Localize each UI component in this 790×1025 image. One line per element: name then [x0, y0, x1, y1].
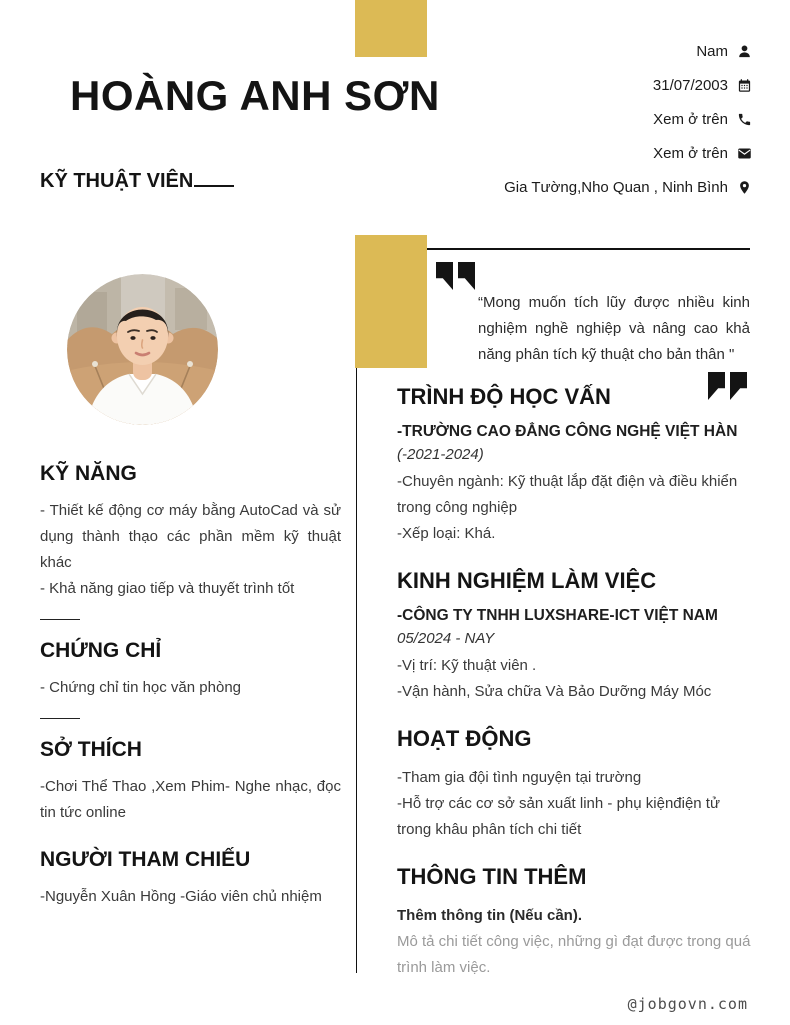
section-title-certificates: CHỨNG CHỈ — [40, 639, 162, 662]
additional-info-placeholder: Mô tả chi tiết công việc, những gì đạt được trong quá trình làm việc. — [397, 933, 751, 976]
objective-quote: “Mong muốn tích lũy được nhiều kinh nghiệm nghề nghiệp và nâng cao khả năng phân tích kỹ thuật cho bản thân " — [478, 294, 750, 363]
contact-address — [504, 176, 752, 199]
contact-phone-label: Xem ở trên — [653, 111, 728, 128]
phone-icon — [737, 112, 752, 127]
section-title-additional-info: THÔNG TIN THÊM — [397, 864, 587, 889]
contact-gender-label: Nam — [696, 43, 728, 60]
skills-line: - Thiết kế động cơ máy bằng AutoCad và sử dụng thành thạo các phần mềm kỹ thuật khác — [40, 502, 341, 571]
open-quote-mark — [458, 262, 475, 290]
contact-birthdate — [653, 74, 752, 97]
right-column — [397, 384, 752, 1002]
contact-info — [504, 40, 752, 199]
experience-line: -Vận hành, Sửa chữa Và Bảo Dưỡng Máy Móc — [397, 683, 712, 700]
column-divider-line — [356, 368, 357, 973]
education-line: -Chuyên ngành: Kỹ thuật lắp đặt điện và điều khiển trong công nghiệp — [397, 473, 738, 516]
job-title-text: KỸ THUẬT VIÊN — [40, 170, 194, 192]
experience-company: -CÔNG TY TNHH LUXSHARE-ICT VIỆT NAM — [397, 607, 718, 624]
section-title-skills: KỸ NĂNG — [40, 462, 137, 485]
gold-accent-top — [355, 0, 427, 57]
envelope-icon — [737, 146, 752, 161]
hobbies-line: -Chơi Thể Thao ,Xem Phim- Nghe nhạc, đọc tin tức online — [40, 778, 341, 821]
experience-line: -Vị trí: Kỹ thuật viên . — [397, 657, 537, 674]
additional-info-section — [397, 864, 752, 981]
section-title-experience: KINH NGHIỆM LÀM VIỆC — [397, 568, 657, 593]
quote-top-line — [427, 248, 750, 250]
location-icon — [737, 180, 752, 195]
contact-address-label: Gia Tường,Nho Quan , Ninh Bình — [504, 179, 728, 196]
certificates-body — [40, 675, 341, 701]
job-title-underline — [194, 185, 234, 187]
job-title — [40, 170, 234, 193]
certificates-line: - Chứng chỉ tin học văn phòng — [40, 679, 241, 696]
additional-info-note: Thêm thông tin (Nếu cần). — [397, 907, 582, 924]
section-title-education: TRÌNH ĐỘ HỌC VẤN — [397, 384, 611, 409]
open-quote-mark — [436, 262, 453, 290]
experience-dates: 05/2024 - NAY — [397, 630, 495, 647]
activities-section — [397, 726, 752, 843]
activities-line: -Hỗ trợ các cơ sở sản xuất linh - phụ kiệnđiện tử trong khâu phân tích chi tiết — [397, 795, 721, 838]
activities-line: -Tham gia đội tình nguyện tại trường — [397, 769, 642, 786]
calendar-icon — [737, 78, 752, 93]
profile-photo — [67, 274, 218, 425]
section-divider — [40, 619, 80, 620]
contact-email-label: Xem ở trên — [653, 145, 728, 162]
education-section — [397, 384, 752, 547]
references-line: -Nguyễn Xuân Hồng -Giáo viên chủ nhiệm — [40, 888, 322, 905]
open-quote-icon — [436, 262, 475, 290]
section-divider — [40, 718, 80, 719]
candidate-name: HOÀNG ANH SƠN — [70, 72, 440, 119]
section-title-activities: HOẠT ĐỘNG — [397, 726, 532, 751]
skills-body — [40, 498, 341, 602]
left-column — [40, 462, 341, 910]
skills-line: - Khả năng giao tiếp và thuyết trình tốt — [40, 580, 295, 597]
watermark: @jobgovn.com — [627, 995, 748, 1013]
profile-photo-illustration — [67, 274, 218, 425]
contact-phone — [653, 108, 752, 131]
hobbies-body — [40, 774, 341, 826]
section-gap — [40, 826, 341, 848]
section-title-hobbies: SỞ THÍCH — [40, 738, 142, 761]
education-dates: (-2021-2024) — [397, 446, 484, 463]
gold-accent-quote — [355, 235, 427, 368]
contact-email — [653, 142, 752, 165]
contact-gender — [696, 40, 752, 63]
education-school: -TRƯỜNG CAO ĐẲNG CÔNG NGHỆ VIỆT HÀN — [397, 423, 738, 440]
section-title-references: NGƯỜI THAM CHIẾU — [40, 848, 251, 871]
education-line: -Xếp loại: Khá. — [397, 525, 496, 542]
references-body — [40, 884, 341, 910]
contact-birthdate-label: 31/07/2003 — [652, 77, 728, 94]
person-icon — [737, 44, 752, 59]
experience-section — [397, 568, 752, 705]
